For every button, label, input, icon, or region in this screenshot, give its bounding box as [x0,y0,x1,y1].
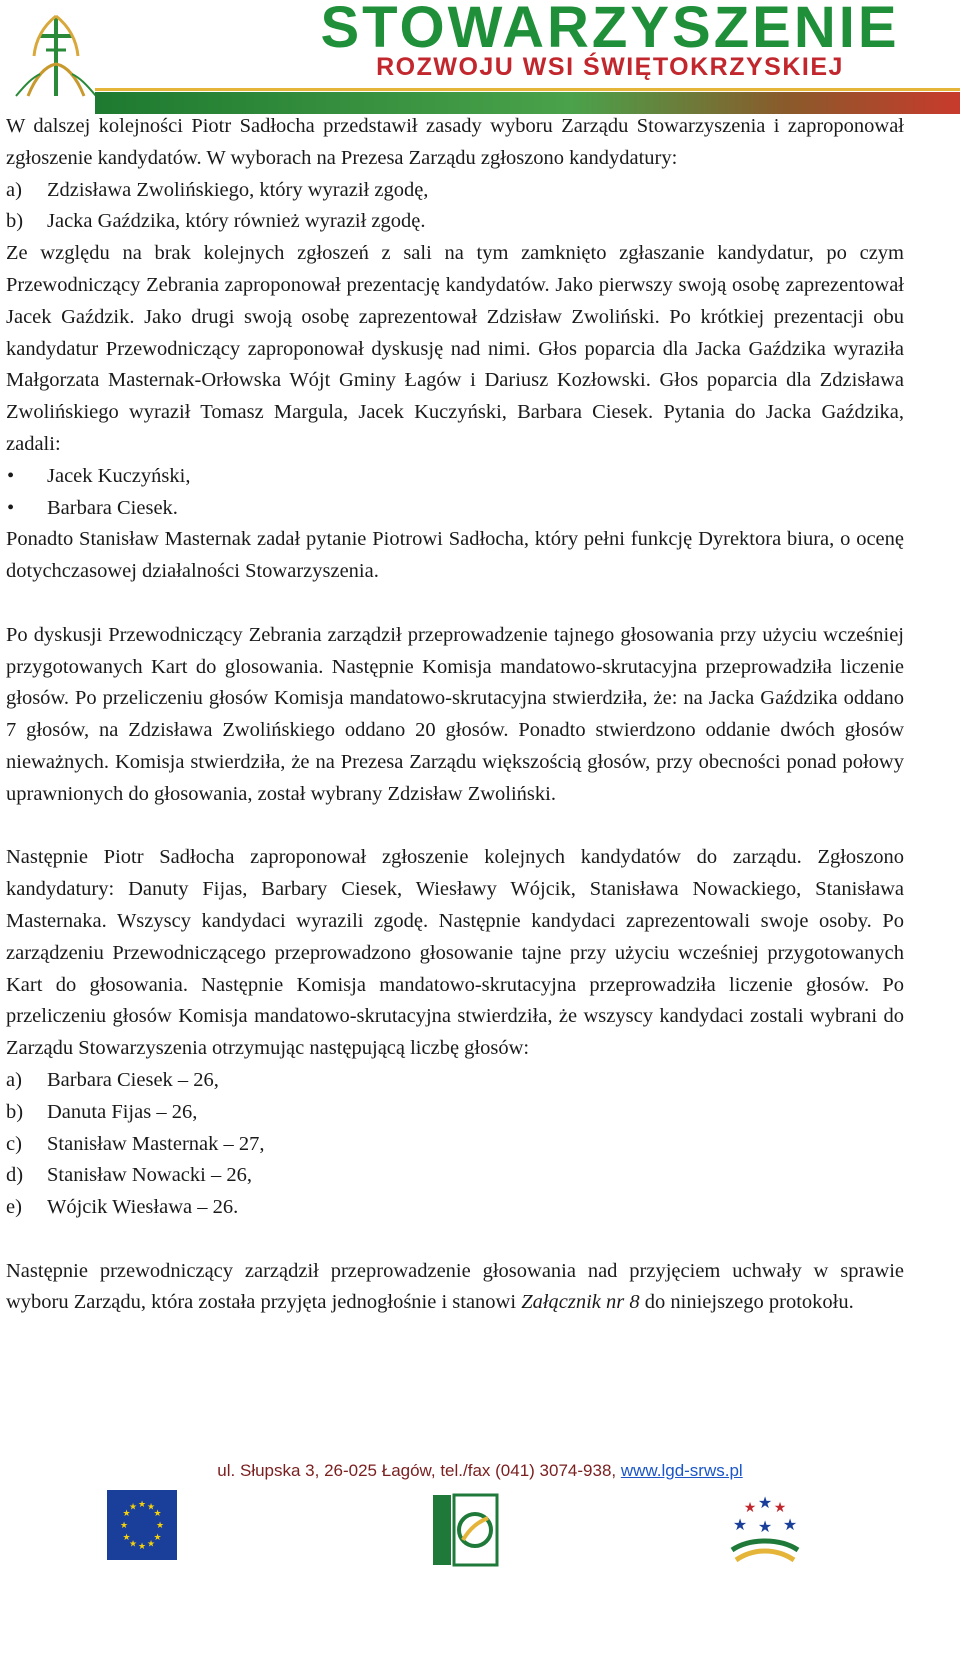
footer-address-text: ul. Słupska 3, 26-025 Łagów, tel./fax (041) 3074-938, [217,1461,621,1480]
list-item-text: Stanisław Nowacki – 26, [47,1164,252,1187]
svg-text:★: ★ [119,1521,129,1531]
bullet-item: • Jacek Kuczyński, [6,461,904,493]
website-link[interactable]: www.lgd-srws.pl [620,1461,743,1480]
list-marker: c) [6,1132,22,1155]
list-item-text: Jacka Gaździka, który również wyraził zgodę. [47,210,426,233]
paragraph-resolution [6,1256,904,1320]
list-marker: d) [6,1164,24,1187]
list-item-text: Barbara Ciesek – 26, [47,1068,219,1091]
svg-text:★: ★ [732,1515,748,1534]
organization-subtitle: ROZWOJU WSI ŚWIĘTOKRZYSKIEJ [376,53,844,81]
list-item [6,1129,904,1161]
svg-text:★: ★ [122,1509,131,1519]
poland-rural-development-logo-icon [726,1490,804,1568]
footer-address [0,1461,960,1481]
attachment-reference: Załącznik nr 8 [521,1291,640,1314]
resolution-text: Następnie przewodniczący zarządził przeprowadzenie głosowania nad przyjęciem uchwały w sprawie wyboru Zarządu, która została przyjęta jednogłośnie i stanowi [6,1259,904,1314]
list-item [6,1160,904,1192]
svg-text:★: ★ [773,1500,787,1516]
list-item-text: Danuta Fijas – 26, [47,1100,198,1123]
questions-bullet-list [6,461,904,525]
svg-text:★: ★ [146,1502,156,1513]
list-item [6,175,904,207]
header-accent-line [95,88,960,91]
svg-text:★: ★ [153,1509,162,1519]
list-marker: e) [6,1196,22,1219]
organization-title: STOWARZYSZENIE [320,0,900,60]
svg-text:★: ★ [128,1539,138,1550]
eu-flag-icon [107,1490,177,1560]
paragraph-presentation: Ze względu na brak kolejnych zgłoszeń z sali na tym zamknięto zgłaszanie kandydatur, po czym Przewodniczący Zebrania zaproponował prezentację kandydatów. Jako pierwszy swoją osobę zaprezentował Jacek Gaździk. Jako drugi swoją osobę zaprezentował Zdzisław Zwoliński. Po krótkiej prezentacji obu kandydatur Przewodniczący zaproponował dyskusję nad nimi. Głos poparcia dla Jacka Gaździka wyraziła Małgorzata Masternak-Orłowska Wójt Gminy Łagów i Dariusz Kozłowski. Głos poparcia dla Zdzisława Zwolińskiego wyraził Tomasz Margula, Jacek Kuczyński, Barbara Ciesek. Pytania do Jacka Gaździka, zadali: [6,242,904,455]
paragraph-board-vote: Następnie Piotr Sadłocha zaproponował zgłoszenie kolejnych kandydatów do zarządu. Zgłoszono kandydatury: Danuty Fijas, Barbary Ciesek, Wiesławy Wójcik, Stanisława Nowackiego, Stanisława Masternaka. Wszyscy kandydaci wyrazili zgodę. Następnie kandydaci zaprezentowali swoje osoby. Po zarządzeniu Przewodniczącego przeprowadzono głosowanie tajne przy użyciu wcześniej przygotowanych Kart do głosowania. Następnie Komisja mandatowo-skrutacyjna przeprowadziła liczenie głosów. Po przeliczeniu głosów Komisja mandatowo-skrutacyjna stwierdziła, że wszyscy kandydaci zostali wybrani do Zarządu Stowarzyszenia otrzymując następującą liczbę głosów: [6,846,904,1060]
svg-text:★: ★ [122,1533,131,1543]
list-marker: b) [6,1100,24,1123]
list-item-text: Stanisław Masternak – 27, [47,1132,265,1155]
svg-text:★: ★ [757,1517,773,1536]
list-marker: a) [6,178,22,201]
svg-text:★: ★ [137,1500,147,1510]
list-marker: a) [6,1068,22,1091]
letterhead [0,0,960,115]
cross-wheat-emblem-icon [6,6,106,98]
document-body [6,111,904,1319]
list-item-text: Wójcik Wiesława – 26. [47,1196,239,1219]
list-item [6,206,904,238]
president-candidates-list [6,175,904,239]
paragraph-question: Ponadto Stanisław Masternak zadał pytanie Piotrowi Sadłocha, który pełni funkcję Dyrektora biura, o ocenę dotychczasowej działalności Stowarzyszenia. [6,528,904,583]
svg-text:★: ★ [155,1521,165,1531]
board-results-list [6,1065,904,1224]
resolution-text-end: do niniejszego protokołu. [639,1291,854,1314]
svg-text:★: ★ [137,1542,147,1552]
paragraph-candidates-president: W dalszej kolejności Piotr Sadłocha przedstawił zasady wyboru Zarządu Stowarzyszenia i zaproponował zgłoszenie kandydatów. W wyborach na Prezesa Zarządu zgłoszono kandydatury: [6,115,904,169]
list-item-text: Zdzisława Zwolińskiego, który wyraził zgodę, [47,178,429,201]
svg-text:★: ★ [146,1539,156,1550]
paragraph-president-vote: Po dyskusji Przewodniczący Zebrania zarządził przeprowadzenie tajnego głosowania przy użyciu wcześniej przygotowanych Kart do glosowania. Następnie Komisja mandatowo-skrutacyjna przeprowadziła liczenie głosów. Po przeliczeniu głosów Komisja mandatowo-skrutacyjna stwierdziła, że: na Jacka Gaździka oddano 7 głosów, na Zdzisława Zwolińskiego oddano 20 głosów. Ponadto stwierdzono oddanie dwóch głosów nieważnych. Komisja stwierdziła, że na Prezesa Zarządu większością głosów, przy obecności ponad połowy uprawnionych do głosowania, został wybrany Zdzisław Zwoliński. [6,623,904,805]
list-item [6,1065,904,1097]
eu-stars [107,1490,177,1560]
list-marker: b) [6,210,24,233]
svg-text:★: ★ [757,1493,773,1512]
list-item [6,1192,904,1224]
svg-text:★: ★ [743,1500,757,1516]
svg-text:★: ★ [128,1502,138,1513]
svg-text:★: ★ [782,1515,798,1534]
leader-logo-icon [430,1492,500,1568]
bullet-item: • Barbara Ciesek. [6,493,904,525]
list-item [6,1097,904,1129]
svg-text:★: ★ [153,1533,162,1543]
